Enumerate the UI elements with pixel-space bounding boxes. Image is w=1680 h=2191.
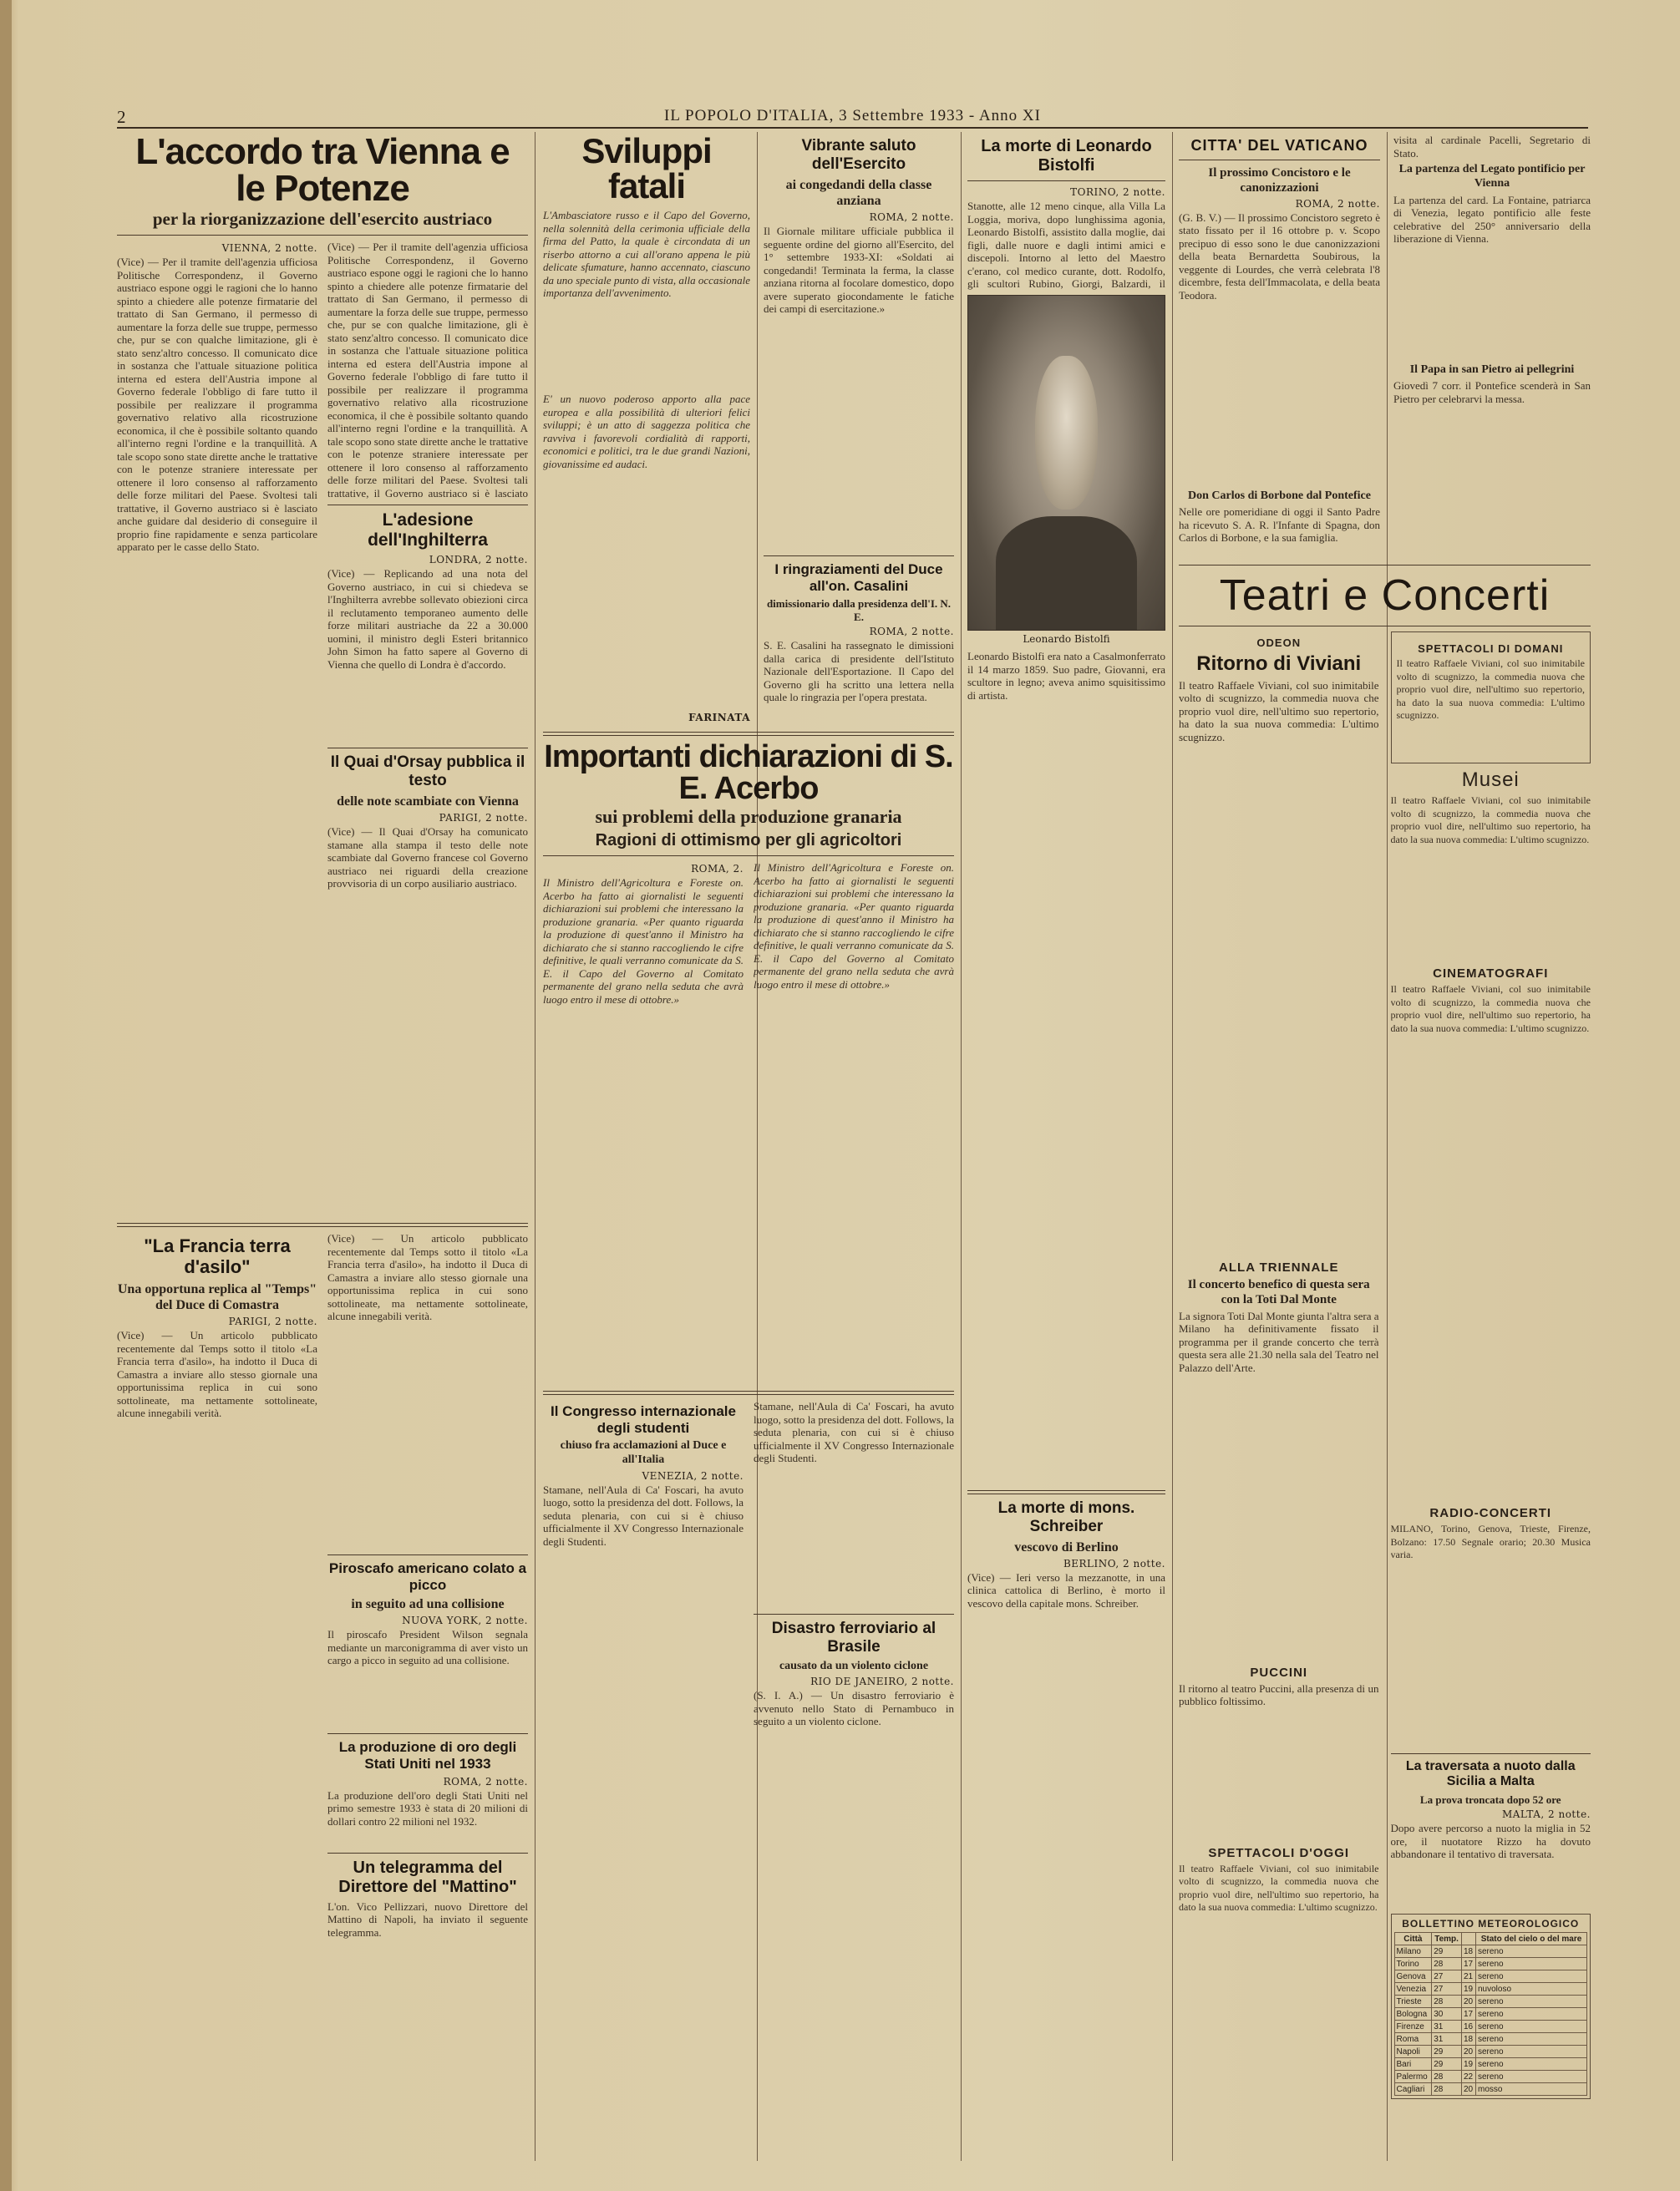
- headline-meteo: BOLLETTINO METEOROLOGICO: [1402, 1918, 1580, 1930]
- divider: [1179, 565, 1591, 566]
- body-produzione-oro: La produzione dell'oro degli Stati Uniti nel primo semestre 1933 è stata di 20 milioni di dollari contro 22 milioni nel 1932.: [327, 1788, 528, 1828]
- masthead: [117, 107, 1588, 129]
- body-papa: Giovedì 7 corr. il Pontefice scenderà in San Pietro per celebrarvi la messa.: [1393, 379, 1591, 405]
- body-quai: (Vice) — Il Quai d'Orsay ha comunicato stamane alla stampa il testo delle note scambiate dal Governo francese col Governo austriaco nei riguardi della creazione provvisoria di un corpo ausiliario austriaco.: [327, 825, 528, 890]
- body-francia: (Vice) — Un articolo pubblicato recentemente dal Temps sotto il titolo «La Francia terra d'asilo», ha indotto il Duca di Camastra a inviare allo stesso giornale una opportunissima replica in cui sono sottolineate, ma nettamente sottolineate, alcune innegabili verità.: [117, 1329, 317, 1420]
- dateline-accordo: VIENNA, 2 notte.: [221, 242, 317, 254]
- meteo-cell: 22: [1461, 2071, 1475, 2083]
- subhead-disastro: causato da un violento ciclone: [779, 1659, 929, 1672]
- divider: [543, 855, 954, 856]
- meteo-table: [1394, 1932, 1588, 2096]
- dateline-adesione: LONDRA, 2 notte.: [429, 554, 528, 566]
- dateline-vibrante: ROMA, 2 notte.: [869, 211, 954, 224]
- subhead-ringraziamenti: dimissionario dalla presidenza dell'I. N. E.: [766, 597, 952, 623]
- meteo-cell: mosso: [1476, 2083, 1587, 2096]
- signature-sviluppi: FARINATA: [688, 712, 750, 721]
- meteo-row: [1394, 1970, 1587, 1983]
- meteo-row: [1394, 2008, 1587, 2021]
- body-vaticano: (G. B. V.) — Il prossimo Concistoro segreto è stato fissato per il 16 ottobre p. v. Scopo precipuo di esso sono le due canonizzazioni della beata Bernardetta Soubirous, la veggente di Lourdes, che verrà celebrata l'8 dicembre, festa dell'Immacolata, e della beata Teodora.: [1179, 210, 1380, 302]
- body-piroscafo: Il piroscafo President Wilson segnala mediante un marconigramma di aver visto un cargo a picco in seguito ad una collisione.: [327, 1628, 528, 1667]
- body-don-carlos: Nelle ore pomeridiane di oggi il Santo Padre ha ricevuto S. A. R. l'Infante di Spagna, don Carlos di Borbone, e la sua famiglia.: [1179, 505, 1380, 545]
- meteo-cell: 17: [1461, 2008, 1475, 2021]
- dateline-quai: PARIGI, 2 notte.: [439, 812, 528, 824]
- headline-schreiber: La morte di mons. Schreiber: [997, 1499, 1135, 1535]
- meteo-cell: 20: [1461, 2083, 1475, 2096]
- meteo-cell: 31: [1432, 2033, 1462, 2046]
- column-accordo: [117, 134, 528, 2161]
- page-number: 2: [117, 107, 126, 127]
- meteo-cell: 28: [1432, 2071, 1462, 2083]
- headline-accordo: L'accordo tra Vienna e le Potenze: [135, 134, 510, 209]
- body-francia-cont: (Vice) — Un articolo pubblicato recentemente dal Temps sotto il titolo «La Francia terra d'asilo», ha indotto il Duca di Camastra a inviare allo stesso giornale una opportunissima replica in cui sono sottolineate, ma nettamente sottolineate, alcune innegabili verità.: [327, 1232, 528, 1323]
- divider: [764, 555, 954, 556]
- subhead-congresso: chiuso fra acclamazioni al Duce e all'Italia: [560, 1439, 727, 1466]
- divider: [967, 180, 1165, 181]
- meteo-cell: sereno: [1476, 1945, 1587, 1958]
- headline-bistolfi: La morte di Leonardo Bistolfi: [981, 137, 1152, 175]
- body-puccini: Il ritorno al teatro Puccini, alla presenza di un pubblico foltissimo.: [1179, 1681, 1379, 1708]
- subhead-triennale: Il concerto benefico di questa sera con la Toti Dal Monte: [1187, 1277, 1370, 1306]
- meteo-cell: Roma: [1394, 2033, 1432, 2046]
- column-bistolfi: [967, 134, 1165, 2161]
- headline-pacelli: La partenza del Legato pontificio per Vienna: [1398, 163, 1586, 190]
- body-sviluppi: E' un nuovo poderoso apporto alla pace europea e alla possibilità di ulteriori felici sviluppi; è un atto di saggezza politica che ravviva i favorevoli cordialità di rapporti, economici e politici, tra le due grandi Nazioni, giovanissime ed audaci.: [543, 393, 750, 470]
- meteo-cell: sereno: [1476, 2008, 1587, 2021]
- label-odeon: ODEON: [1256, 637, 1302, 649]
- headline-viviani: Ritorno di Viviani: [1196, 652, 1362, 675]
- body-malta: Dopo avere percorso a nuoto la miglia in 52 ore, il nuotatore Rizzo ha dovuto abbandonare il tentativo di traversata.: [1390, 1822, 1591, 1861]
- meteo-header: [1461, 1933, 1475, 1945]
- meteo-rows: [1394, 1945, 1587, 2096]
- dateline-produzione-oro: ROMA, 2 notte.: [443, 1775, 528, 1788]
- meteo-cell: sereno: [1476, 2021, 1587, 2033]
- subhead-acerbo: sui problemi della produzione granaria: [595, 806, 902, 827]
- headline-ringraziamenti: I ringraziamenti del Duce all'on. Casalini: [774, 561, 943, 594]
- headline-produzione-oro: La produzione di oro degli Stati Uniti nel 1933: [338, 1739, 517, 1772]
- body-accordo-cont: (Vice) — Per il tramite dell'agenzia ufficiosa Politische Correspondenz, il Governo austriaco espone oggi le ragioni che lo hanno spinto a chiedere alle potenze firmatarie del trattato di San Germano, il permesso di aumentare la forza delle sue truppe, permesso che, pur se con qualche limitazione, gli è stato senz'altro concesso. Il comunicato dice in sostanza che l'attuale situazione politica interna ed estera dell'Austria impone al Governo federale l'obbligo di fare tutto il possibile per realizzare il programma governativo relativo alla ricostruzione economica, il che è possibile soltanto quando all'interno regni l'ordine e la tranquillità. A tale scopo sono state dirette anche le trattative con le potenze straniere interessate per ottenere il loro consenso al rafforzamento delle forze militari del Paese. Svoltesi tali trattative, il Governo austriaco si è lasciato: [327, 241, 528, 500]
- subhead-francia: Una opportuna replica al "Temps" del Duce di Comastra: [117, 1281, 317, 1312]
- divider: [1391, 1753, 1591, 1754]
- subhead-schreiber: vescovo di Berlino: [1014, 1539, 1119, 1554]
- dateline-ringraziamenti: ROMA, 2 notte.: [869, 626, 954, 638]
- body-spettacoli-domani: Il teatro Raffaele Viviani, col suo inimitabile volto di scugnizzo, la commedia nuova che proprio vuol dire, nell'ultimo suo repertorio, ha dato la sua nuova commedia: L'ultimo scugnizzo.: [1396, 657, 1585, 721]
- subhead-malta: La prova troncata dopo 52 ore: [1419, 1793, 1561, 1806]
- body-triennale: La signora Toti Dal Monte giunta l'altra sera a Milano ha definitivamente fissato il programma per il grande concerto che terrà questa sera alle 21.30 nella sala del Teatro nel Palazzo dell'Arte.: [1179, 1309, 1379, 1374]
- subhead-piroscafo: in seguito ad una collisione: [351, 1597, 505, 1612]
- body-telegramma: L'on. Vico Pellizzari, nuovo Direttore del Mattino di Napoli, ha inviato il seguente telegramma.: [327, 1899, 528, 1939]
- meteo-cell: 18: [1461, 1945, 1475, 1958]
- headline-vibrante: Vibrante saluto dell'Esercito: [801, 137, 916, 173]
- meteo-row: [1394, 1945, 1587, 1958]
- portrait-coat: [996, 516, 1137, 630]
- body-radio: MILANO, Torino, Genova, Trieste, Firenze, Bolzano: 17.50 Segnale orario; 20.30 Musica varia.: [1390, 1523, 1591, 1560]
- page-binding-edge: [0, 0, 12, 2191]
- column-vibrante: [764, 134, 954, 721]
- meteo-cell: 20: [1461, 1996, 1475, 2008]
- column-acerbo: [543, 727, 954, 2161]
- bistolfi-portrait: [967, 295, 1165, 631]
- meteo-cell: sereno: [1476, 2046, 1587, 2058]
- meteo-header: Temp.: [1432, 1933, 1462, 1945]
- meteo-cell: 18: [1461, 2033, 1475, 2046]
- meteo-cell: sereno: [1476, 1958, 1587, 1970]
- headline-cinematografi: CINEMATOGRAFI: [1433, 966, 1549, 981]
- body-adesione: (Vice) — Replicando ad una nota del Governo austriaco, in cui si chiedeva se l'Inghilterra avrebbe sollevato obiezioni circa il reclutamento temporaneo aumento delle forze militari austriache da 22 a 30.000 uomini, il ministro degli Esteri britannico John Simon ha fatto sapere al Governo di Vienna che quello di Londra è d'accordo.: [327, 567, 528, 671]
- meteo-cell: 28: [1432, 1958, 1462, 1970]
- meteo-cell: 16: [1461, 2021, 1475, 2033]
- meteo-cell: 21: [1461, 1970, 1475, 1983]
- body-vibrante: Il Giornale militare ufficiale pubblica il seguente ordine del giorno all'Esercito, del 1° settembre 1933-XI: «Soldati ai congedandi! Terminata la ferma, la classe anziana ritorna al focolare domestico, dopo avere superato giocondamente le fatiche dei campi di esercitazione.»: [764, 225, 954, 316]
- meteo-row: [1394, 1983, 1587, 1996]
- kicker-acerbo: Ragioni di ottimismo per gli agricoltori: [595, 831, 902, 850]
- meteo-cell: 17: [1461, 1958, 1475, 1970]
- meteo-cell: Firenze: [1394, 2021, 1432, 2033]
- body-bistolfi: Stanotte, alle 12 meno cinque, alla Villa La Loggia, moriva, dopo lunghissima agonia, Leonardo Bistolfi, assistito dalla moglie, dai figli, dalle nuore e dagli intimi amici e discepoli. Intorno al letto del Maestro c'erano, col medico curante, dott. Rodolfo, gli scultori Rubino, Giorgi, Balzardi, il: [967, 200, 1165, 290]
- meteo-cell: 29: [1432, 2046, 1462, 2058]
- divider: [327, 1853, 528, 1854]
- headline-spettacoli-oggi: SPETTACOLI D'OGGI: [1208, 1845, 1350, 1860]
- meteo-cell: Bari: [1394, 2058, 1432, 2071]
- dateline-acerbo: ROMA, 2.: [691, 863, 744, 875]
- meteo-cell: 30: [1432, 2008, 1462, 2021]
- column-rule: [961, 132, 962, 2161]
- meteo-box: [1391, 1914, 1591, 2099]
- headline-don-carlos: Don Carlos di Borbone dal Pontefice: [1188, 489, 1371, 502]
- headline-malta: La traversata a nuoto dalla Sicilia a Malta: [1405, 1759, 1576, 1789]
- body-acerbo: Il Ministro dell'Agricoltura e Foreste on. Acerbo ha fatto ai giornalisti le seguenti dichiarazioni sui problemi che interessano la produzione granaria. «Per quanto riguarda la produzione di quest'anno il Ministro ha dichiarato che si stanno raccogliendo le cifre definitive, le quali verranno comunicate da S. E. il Capo del Governo al Comitato permanente del grano nella seduta che avrà luogo entro il mese di ottobre.»: [543, 876, 744, 1006]
- dateline-schreiber: BERLINO, 2 notte.: [1063, 1557, 1165, 1570]
- meteo-cell: 19: [1461, 1983, 1475, 1996]
- meteo-header: Stato del cielo o del mare: [1476, 1933, 1587, 1945]
- divider: [543, 732, 954, 736]
- meteo-cell: 20: [1461, 2046, 1475, 2058]
- meteo-row: [1394, 2021, 1587, 2033]
- column-sviluppi: [543, 134, 750, 721]
- meteo-cell: 27: [1432, 1983, 1462, 1996]
- meteo-cell: 27: [1432, 1970, 1462, 1983]
- body-viviani: Il teatro Raffaele Viviani, col suo inimitabile volto di scugnizzo, la commedia nuova che proprio vuol dire, nell'ultimo suo repertorio, ha dato la sua nuova commedia: L'ultimo scugnizzo.: [1179, 678, 1379, 743]
- divider: [327, 1733, 528, 1734]
- meteo-cell: 29: [1432, 2058, 1462, 2071]
- headline-telegramma: Un telegramma del Direttore del "Mattino": [338, 1858, 517, 1896]
- meteo-cell: Genova: [1394, 1970, 1432, 1983]
- meteo-header-row: [1394, 1933, 1587, 1945]
- headline-teatri: Teatri e Concerti: [1219, 571, 1551, 620]
- subhead-quai: delle note scambiate con Vienna: [337, 794, 519, 809]
- meteo-cell: sereno: [1476, 2033, 1587, 2046]
- headline-congresso: Il Congresso internazionale degli studenti: [551, 1403, 736, 1436]
- meteo-cell: sereno: [1476, 1970, 1587, 1983]
- dateline-vaticano: ROMA, 2 notte.: [1295, 197, 1380, 210]
- headline-spettacoli-domani: SPETTACOLI DI DOMANI: [1418, 642, 1564, 655]
- dateline-bistolfi: TORINO, 2 notte.: [1070, 186, 1165, 198]
- dateline-francia: PARIGI, 2 notte.: [228, 1316, 317, 1328]
- photo-caption: Leonardo Bistolfi: [1023, 633, 1110, 645]
- meteo-row: [1394, 2046, 1587, 2058]
- meteo-cell: Cagliari: [1394, 2083, 1432, 2096]
- intro-sviluppi: L'Ambasciatore russo e il Capo del Governo, nella solennità della cerimonia ufficiale della firma del Patto, la quale è circondata di un riserbo attorno a cui all'orano appena le più delicate sfumature, hanno accennato, ciascuno da uno speciale punto di vista, alla occasionale importanza dell'avvenimento.: [543, 209, 750, 299]
- meteo-cell: 19: [1461, 2058, 1475, 2071]
- headline-vaticano: CITTA' DEL VATICANO: [1190, 137, 1368, 154]
- dateline-malta: MALTA, 2 notte.: [1501, 1808, 1591, 1821]
- meteo-row: [1394, 2033, 1587, 2046]
- meteo-row: [1394, 2083, 1587, 2096]
- headline-radio: RADIO-CONCERTI: [1429, 1506, 1552, 1520]
- headline-quai: Il Quai d'Orsay pubblica il testo: [330, 753, 525, 790]
- headline-papa: Il Papa in san Pietro ai pellegrini: [1409, 363, 1575, 376]
- meteo-row: [1394, 2058, 1587, 2071]
- divider: [327, 1554, 528, 1555]
- meteo-cell: 28: [1432, 1996, 1462, 2008]
- divider: [543, 1391, 954, 1395]
- headline-triennale: ALLA TRIENNALE: [1219, 1260, 1339, 1275]
- body-bistolfi-cont: Leonardo Bistolfi era nato a Casalmonferrato il 14 marzo 1859. Suo padre, Giovanni, era scultore in legno; aveva animo squisitissimo di artista.: [967, 650, 1165, 702]
- body-congresso-cont: Stamane, nell'Aula di Ca' Foscari, ha avuto luogo, sotto la presidenza del dott. Follows, la seduta plenaria, con cui si è chiuso ufficialmente il XV Congresso Internazionale degli Studenti.: [754, 1400, 954, 1464]
- headline-francia: "La Francia terra d'asilo": [144, 1235, 291, 1278]
- meteo-cell: nuvoloso: [1476, 1983, 1587, 1996]
- meteo-row: [1394, 1996, 1587, 2008]
- headline-acerbo: Importanti dichiarazioni di S. E. Acerbo: [544, 739, 953, 806]
- divider: [117, 1223, 528, 1227]
- body-schreiber: (Vice) — Ieri verso la mezzanotte, in una clinica cattolica di Berlino, è morto il vescovo della capitale mons. Schreiber.: [967, 1570, 1165, 1610]
- meteo-row: [1394, 2071, 1587, 2083]
- headline-adesione: L'adesione dell'Inghilterra: [368, 510, 488, 550]
- body-accordo: (Vice) — Per il tramite dell'agenzia ufficiosa Politische Correspondenz, il Governo austriaco espone oggi le ragioni che lo hanno spinto a chiedere alle potenze firmatarie del trattato di San Germano, il permesso di aumentare la forza delle sue truppe, permesso che, pur se con qualche limitazione, gli è stato senz'altro concesso. Il comunicato dice in sostanza che l'attuale situazione politica interna ed estera dell'Austria impone al Governo federale l'obbligo di fare tutto il possibile per realizzare il programma governativo relativo alla ricostruzione economica, il che è possibile soltanto quando all'interno regni l'ordine e la tranquillità. A tale scopo sono state dirette anche le trattative con le potenze straniere interessate per ottenere il loro consenso al rafforzamento delle forze militari del Paese. Svoltesi tali trattative, il Governo austriaco si è lasciato anche guidare dal desiderio di conseguire il proprio fine rapidamente e senza particolare apparato per le casse dello Stato.: [117, 256, 317, 553]
- headline-musei: Musei: [1461, 768, 1520, 791]
- running-title: IL POPOLO D'ITALIA, 3 Settembre 1933 - Anno XI: [664, 107, 1041, 124]
- headline-puccini: PUCCINI: [1250, 1665, 1308, 1680]
- meteo-cell: sereno: [1476, 2058, 1587, 2071]
- dateline-congresso: VENEZIA, 2 notte.: [642, 1469, 744, 1482]
- body-spettacoli-oggi: Il teatro Raffaele Viviani, col suo inimitabile volto di scugnizzo, la commedia nuova che proprio vuol dire, nell'ultimo suo repertorio, ha dato la sua nuova commedia: L'ultimo scugnizzo.: [1179, 1862, 1379, 1914]
- meteo-cell: 31: [1432, 2021, 1462, 2033]
- body-acerbo-cont: Il Ministro dell'Agricoltura e Foreste on. Acerbo ha fatto ai giornalisti le seguenti dichiarazioni sui problemi che interessano la produzione granaria. «Per quanto riguarda la produzione di quest'anno il Ministro ha dichiarato che si stanno raccogliendo le cifre definitive, le quali verranno comunicate da S. E. il Capo del Governo al Comitato permanente del grano nella seduta che avrà luogo entro il mese di ottobre.»: [754, 861, 954, 991]
- body-cinematografi: Il teatro Raffaele Viviani, col suo inimitabile volto di scugnizzo, la commedia nuova che proprio vuol dire, nell'ultimo suo repertorio, ha dato la sua nuova commedia: L'ultimo scugnizzo.: [1390, 983, 1591, 1034]
- divider: [117, 235, 528, 236]
- body-ringraziamenti: S. E. Casalini ha rassegnato le dimissioni dalla carica di presidente dell'Istituto Nazionale dell'Esportazione. Il Capo del Governo gli ha scritto una lettera nella quale lo ringrazia per l'opera prestata.: [764, 639, 954, 704]
- meteo-cell: Napoli: [1394, 2046, 1432, 2058]
- headline-sviluppi: Sviluppi fatali: [581, 134, 712, 205]
- body-congresso: Stamane, nell'Aula di Ca' Foscari, ha avuto luogo, sotto la presidenza del dott. Follows, la seduta plenaria, con cui si è chiuso ufficialmente il XV Congresso Internazionale degli Studenti.: [543, 1483, 744, 1548]
- body-disastro: (S. I. A.) — Un disastro ferroviario è avvenuto nello Stato di Pernambuco in seguito a un violento ciclone.: [754, 1689, 954, 1728]
- body-musei: Il teatro Raffaele Viviani, col suo inimitabile volto di scugnizzo, la commedia nuova che proprio vuol dire, nell'ultimo suo repertorio, ha dato la sua nuova commedia: L'ultimo scugnizzo.: [1390, 794, 1591, 845]
- subhead-vibrante: ai congedandi della classe anziana: [785, 177, 932, 208]
- subhead-accordo: per la riorganizzazione dell'esercito austriaco: [152, 209, 493, 229]
- meteo-cell: sereno: [1476, 1996, 1587, 2008]
- meteo-cell: 28: [1432, 2083, 1462, 2096]
- meteo-cell: Trieste: [1394, 1996, 1432, 2008]
- divider: [754, 1614, 954, 1615]
- headline-piroscafo: Piroscafo americano colato a picco: [328, 1560, 527, 1593]
- box-spettacoli-domani: [1391, 631, 1591, 763]
- subhead-vaticano: Il prossimo Concistoro e le canonizzazioni: [1208, 165, 1351, 195]
- meteo-cell: Bologna: [1394, 2008, 1432, 2021]
- meteo-cell: Venezia: [1394, 1983, 1432, 1996]
- meteo-cell: Torino: [1394, 1958, 1432, 1970]
- meteo-cell: Milano: [1394, 1945, 1432, 1958]
- meteo-cell: 29: [1432, 1945, 1462, 1958]
- dateline-piroscafo: NUOVA YORK, 2 notte.: [402, 1615, 528, 1627]
- body-pacelli: La partenza del card. La Fontaine, patriarca di Venezia, legato pontificio alle feste celebrative del 250° anniversario della liberazione di Vienna.: [1393, 193, 1591, 246]
- headline-disastro: Disastro ferroviario al Brasile: [771, 1620, 936, 1656]
- portrait-face: [1035, 356, 1098, 510]
- section-teatri: [1179, 560, 1591, 2161]
- divider: [967, 1490, 1165, 1494]
- dateline-disastro: RIO DE JANEIRO, 2 notte.: [810, 1676, 954, 1688]
- meteo-cell: Palermo: [1394, 2071, 1432, 2083]
- intro-pacelli: visita al cardinale Pacelli, Segretario di Stato.: [1393, 134, 1591, 160]
- meteo-row: [1394, 1958, 1587, 1970]
- meteo-cell: sereno: [1476, 2071, 1587, 2083]
- column-rule: [1172, 132, 1173, 2161]
- meteo-header: Città: [1394, 1933, 1432, 1945]
